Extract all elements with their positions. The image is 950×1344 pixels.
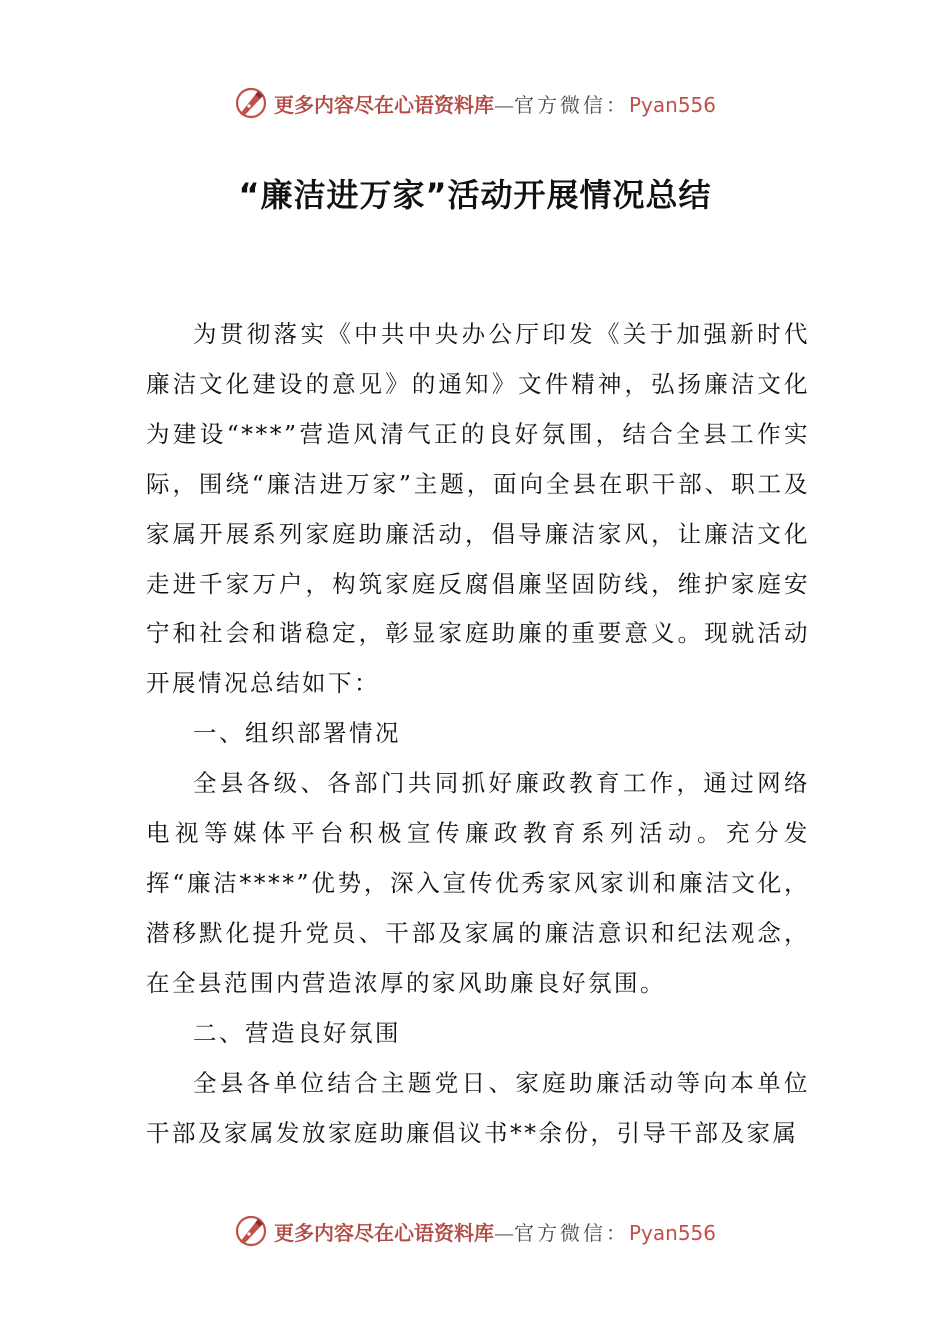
section-heading-2: 二、营造良好氛围	[193, 1018, 401, 1047]
footer-banner	[0, 1211, 950, 1251]
banner-dash: —	[493, 92, 514, 117]
banner-brand: 更多内容尽在心语资料库	[273, 92, 494, 117]
banner-text	[274, 89, 716, 118]
pen-nib-logo-icon	[234, 86, 268, 120]
document-body	[146, 310, 810, 1158]
paragraph-section-2: 全县各单位结合主题党日、家庭助廉活动等向本单位干部及家属发放家庭助廉倡议书**余份，引导干部及家属	[146, 1068, 810, 1147]
banner-dash: —	[493, 1220, 514, 1245]
header-banner	[0, 83, 950, 123]
paragraph-intro: 为贯彻落实《中共中央办公厅印发《关于加强新时代廉洁文化建设的意见》的通知》文件精神，弘扬廉洁文化为建设“***”营造风清气正的良好氛围，结合全县工作实际，围绕“廉洁进万家”主题，面向全县在职干部、职工及家属开展系列家庭助廉活动，倡导廉洁家风，让廉洁文化走进千家万户，构筑家庭反腐倡廉坚固防线，维护家庭安宁和社会和谐稳定，彰显家庭助廉的重要意义。现就活动开展情况总结如下：	[146, 320, 810, 698]
pen-nib-logo-icon	[234, 1214, 268, 1248]
banner-brand: 更多内容尽在心语资料库	[273, 1220, 494, 1245]
banner-wechat-id: Pyan556	[628, 1220, 716, 1245]
banner-text	[274, 1217, 716, 1246]
section-heading-1: 一、组织部署情况	[193, 719, 401, 748]
banner-official-label: 官方微信：	[513, 1220, 629, 1245]
banner-wechat-id: Pyan556	[628, 92, 716, 117]
banner-official-label: 官方微信：	[513, 92, 629, 117]
paragraph-section-1: 全县各级、各部门共同抓好廉政教育工作，通过网络电视等媒体平台积极宣传廉政教育系列活动。充分发挥“廉洁****”优势，深入宣传优秀家风家训和廉洁文化，潜移默化提升党员、干部及家属的廉洁意识和纪法观念，在全县范围内营造浓厚的家风助廉良好氛围。	[146, 769, 810, 997]
document-title: “廉洁进万家”活动开展情况总结	[238, 176, 712, 214]
